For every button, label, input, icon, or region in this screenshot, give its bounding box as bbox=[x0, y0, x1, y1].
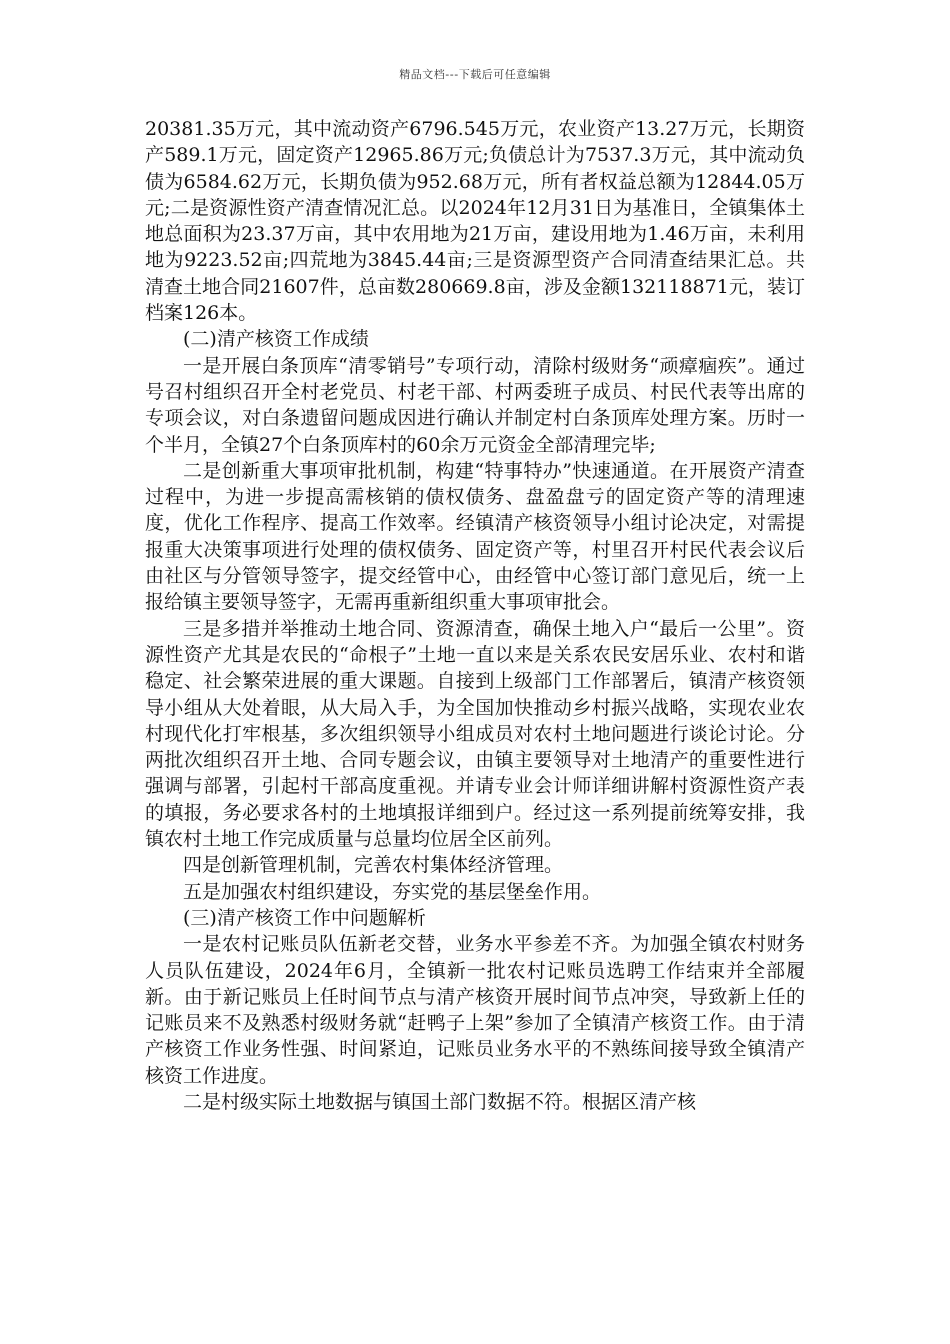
section-heading-achievements: (二)清产核资工作成绩 bbox=[183, 328, 369, 351]
paragraph-problem-2: 二是村级实际土地数据与镇国土部门数据不符。根据区清产核 bbox=[183, 1090, 697, 1113]
paragraph-achievement-5: 五是加强农村组织建设，夯实党的基层堡垒作用。 bbox=[183, 880, 602, 903]
paragraph-asset-summary: 20381.35万元，其中流动资产6796.545万元，农业资产13.27万元，长期资产589.1万元，固定资产12965.86万元;负债总计为7537.3万元，其中流动负债为6584.62万元，长期负债为952.68万元，所有者权益总额为12844.05万元;二是资源性资产清查情况汇总。以2024年12月31日为基准日，全镇集体土地总面积为23.37万亩，其中农用地为21万亩，建设用地为1.46万亩，未利用地为9223.52亩;四荒地为3845.44亩;三是资源型资产合同清查结果汇总。共清查土地合同21607件，总亩数280669.8亩，涉及金额132118871元，装订档案126本。 bbox=[145, 118, 805, 325]
paragraph-achievement-3: 三是多措并举推动土地合同、资源清查，确保土地入户“最后一公里”。资源性资产尤其是农民的“命根子”土地一直以来是关系农民安居乐业、农村和谐稳定、社会繁荣进展的重大课题。自接到上级部门工作部署后，镇清产核资领导小组从大处着眼，从大局入手，为全国加快推动乡村振兴战略，实现农业农村现代化打牢根基，多次组织领导小组成员对农村土地问题进行谈论讨论。分两批次组织召开土地、合同专题会议，由镇主要领导对土地清产的重要性进行强调与部署，引起村干部高度重视。并请专业会计师详细讲解村资源性资产表的填报，务必要求各村的土地填报详细到户。经过这一系列提前统筹安排，我镇农村土地工作完成质量与总量均位居全区前列。 bbox=[145, 617, 805, 851]
page-header: 精品文档---下载后可任意编辑 bbox=[399, 68, 551, 81]
section-heading-problems: (三)清产核资工作中问题解析 bbox=[183, 906, 426, 929]
paragraph-achievement-4: 四是创新管理机制，完善农村集体经济管理。 bbox=[183, 854, 564, 877]
paragraph-problem-1: 一是农村记账员队伍新老交替，业务水平参差不齐。为加强全镇农村财务人员队伍建设，2024年6月，全镇新一批农村记账员选聘工作结束并全部履新。由于新记账员上任时间节点与清产核资开展时间节点冲突，导致新上任的记账员来不及熟悉村级财务就“赶鸭子上架”参加了全镇清产核资工作。由于清产核资工作业务性强、时间紧迫，记账员业务水平的不熟练间接导致全镇清产核资工作进度。 bbox=[145, 933, 805, 1087]
paragraph-achievement-2: 二是创新重大事项审批机制，构建“特事特办”快速通道。在开展资产清查过程中，为进一步提高需核销的债权债务、盘盈盘亏的固定资产等的清理速度，优化工作程序、提高工作效率。经镇清产核资领导小组讨论决定，对需提报重大决策事项进行处理的债权债务、固定资产等，村里召开村民代表会议后由社区与分管领导签字，提交经管中心，由经管中心签订部门意见后，统一上报给镇主要领导签字，无需再重新组织重大事项审批会。 bbox=[145, 459, 805, 614]
paragraph-achievement-1: 一是开展白条顶库“清零销号”专项行动，清除村级财务“顽瘴痼疾”。通过号召村组织召开全村老党员、村老干部、村两委班子成员、村民代表等出席的专项会议，对白条遗留问题成因进行确认并制定村白条顶库处理方案。历时一个半月，全镇27个白条顶库村的60余万元资金全部清理完毕; bbox=[145, 354, 805, 456]
document-body bbox=[145, 116, 805, 1115]
